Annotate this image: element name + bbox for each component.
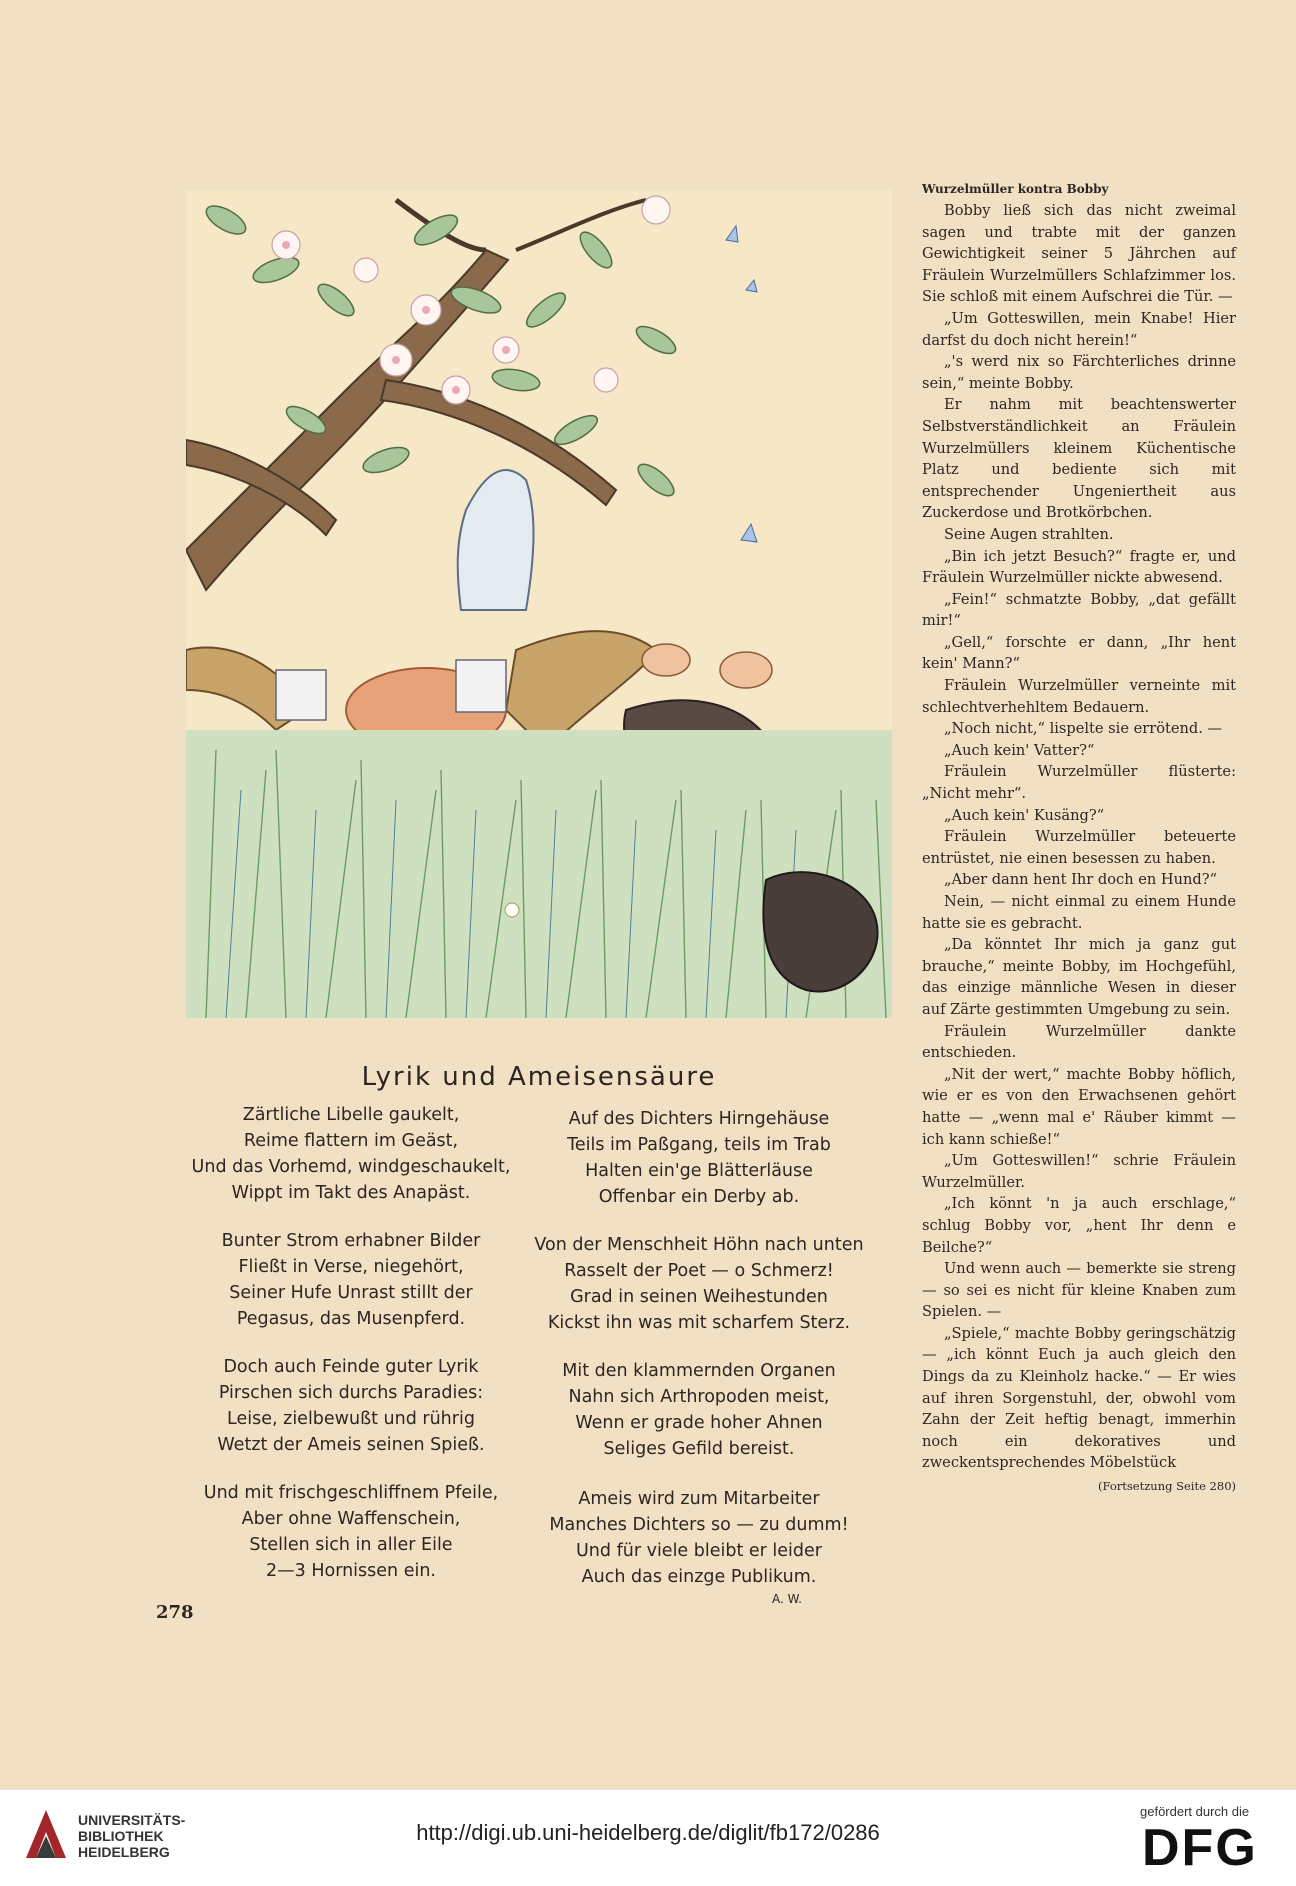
- poem-stanza: [534, 1106, 864, 1210]
- author-initials: A. W.: [772, 1592, 802, 1606]
- story-paragraph: „'s werd nix so Färchterliches drinne sein,“ meinte Bobby.: [922, 353, 1236, 392]
- story-paragraph: „Da könntet Ihr mich ja ganz gut brauche,“ meinte Bobby, im Hochgefühl, das einzige männliche Wesen in dieser auf Zärte gestimmten Umgebung zu sein.: [922, 936, 1236, 1018]
- poem-stanza: [534, 1358, 864, 1462]
- poem-stanza: [186, 1228, 516, 1332]
- poem-line: Wetzt der Ameis seinen Spieß.: [217, 1435, 485, 1455]
- story-paragraph: Fräulein Wurzelmüller verneinte mit schlechtverhehltem Bedauern.: [922, 677, 1236, 716]
- poem-line: Teils im Paßgang, teils im Trab: [567, 1135, 831, 1155]
- permalink[interactable]: http://digi.ub.uni-heidelberg.de/diglit/fb172/0286: [416, 1820, 880, 1845]
- continuation-note: (Fortsetzung Seite 280): [1098, 1479, 1236, 1494]
- story-paragraph: „Gell,“ forschte er dann, „Ihr hent kein' Mann?“: [922, 633, 1236, 673]
- poem-line: Und für viele bleibt er leider: [576, 1541, 822, 1561]
- dfg-logo: DFG: [1142, 1819, 1258, 1877]
- story-paragraph: „Ich könnt 'n ja auch erschlage,“ schlug Bobby vor, „hent Ihr denn e Beilche?“: [922, 1195, 1236, 1256]
- story-paragraph: „Fein!“ schmatzte Bobby, „dat gefällt mir!“: [922, 590, 1236, 630]
- story-paragraph: Er nahm mit beachtenswerter Selbstverständlichkeit an Fräulein Wurzelmüllers kleinem Küchentische Platz und bediente sich mit entsprechender Ungeniertheit aus Zuckerdose und Brotkörbchen.: [922, 396, 1236, 522]
- footer-bar: [0, 1790, 1296, 1886]
- poem-line: Bunter Strom erhabner Bilder: [221, 1231, 481, 1251]
- poem-line: Ameis wird zum Mitarbeiter: [578, 1489, 820, 1509]
- poem-line: Wippt im Takt des Anapäst.: [231, 1183, 471, 1203]
- poem-line: Kickst ihn was mit scharfem Sterz.: [547, 1313, 851, 1333]
- page-number: 278: [156, 1602, 194, 1623]
- poem-line: Pegasus, das Musenpferd.: [236, 1309, 466, 1329]
- poem-line: Seliges Gefild bereist.: [603, 1439, 795, 1459]
- story-paragraph: Bobby ließ sich das nicht zweimal sagen und trabte mit der ganzen Gewichtigkeit seiner 5 Jährchen auf Fräulein Wurzelmüllers Schlafzimmer los. Sie schloß mit einem Aufschrei die Tür. —: [922, 202, 1236, 306]
- story-paragraph: „Nit der wert,“ machte Bobby höflich, wie er es von den Erwachsenen gehört hatte — „wenn mal e' Räuber kimmt — ich kann schieße!“: [922, 1065, 1236, 1148]
- institution-line: BIBLIOTHEK: [78, 1828, 164, 1844]
- illustration-drawing: [186, 190, 892, 1018]
- story-paragraph: Fräulein Wurzelmüller beteuerte entrüstet, nie einen besessen zu haben.: [922, 828, 1236, 867]
- story-paragraph: „Aber dann hent Ihr doch en Hund?“: [944, 871, 1218, 889]
- poem-line: 2—3 Hornissen ein.: [266, 1561, 436, 1581]
- story-paragraph: „Um Gotteswillen!“ schrie Fräulein Wurzelmüller.: [922, 1152, 1236, 1191]
- funding-label: gefördert durch die: [1140, 1804, 1250, 1819]
- poem-line: Und das Vorhemd, windgeschaukelt,: [191, 1157, 511, 1177]
- story-paragraph: „Auch kein' Vatter?“: [944, 741, 1095, 759]
- poem-line: Doch auch Feinde guter Lyrik: [223, 1357, 479, 1377]
- story-paragraph: „Spiele,“ machte Bobby geringschätzig — „ich könnt Euch ja auch gleich den Dings da zu Kleinholz hacke.“ — Er wies auf ihren Sorgenstuhl, der, obwohl vom Zahn der Zeit heftig benagt, immerhin noch ein dekoratives und zweckentsprechendes Möbelstück: [922, 1324, 1236, 1472]
- poem-line: Rasselt der Poet — o Schmerz!: [564, 1261, 834, 1281]
- poem-title: Lyrik und Ameisensäure: [361, 1062, 717, 1092]
- poem-line: Manches Dichters so — zu dumm!: [549, 1515, 849, 1535]
- story-paragraph: Fräulein Wurzelmüller flüsterte: „Nicht mehr“.: [922, 763, 1236, 803]
- story-paragraph: Seine Augen strahlten.: [944, 525, 1114, 543]
- poem-line: Offenbar ein Derby ab.: [598, 1187, 800, 1207]
- poem-line: Halten ein'ge Blätterläuse: [585, 1161, 813, 1181]
- poem-stanza: [534, 1232, 864, 1336]
- poem-line: Wenn er grade hoher Ahnen: [575, 1413, 823, 1433]
- poem-stanza: [186, 1480, 516, 1584]
- poem-line: Auch das einzge Publikum.: [581, 1567, 817, 1587]
- institution-line: HEIDELBERG: [78, 1844, 170, 1860]
- story-paragraph: Und wenn auch — bemerkte sie streng — so sei es nicht für kleine Knaben zum Spielen. —: [922, 1260, 1236, 1321]
- poem-line: Mit den klammernden Organen: [562, 1361, 836, 1381]
- illustration: [186, 190, 892, 1018]
- poem-line: Aber ohne Waffenschein,: [241, 1509, 461, 1529]
- poem-line: Auf des Dichters Hirngehäuse: [568, 1109, 830, 1129]
- poem-line: Zärtliche Libelle gaukelt,: [242, 1105, 460, 1125]
- poem-stanza: [186, 1354, 516, 1458]
- poem-line: Stellen sich in aller Eile: [249, 1535, 453, 1555]
- poem-stanza: [534, 1486, 864, 1590]
- story-heading: Wurzelmüller kontra Bobby: [922, 182, 1109, 196]
- story-paragraph: „Auch kein' Kusäng?“: [944, 806, 1105, 824]
- poem-line: Von der Menschheit Höhn nach unten: [534, 1235, 864, 1255]
- poem-line: Fließt in Verse, niegehört,: [238, 1257, 464, 1277]
- story-paragraph: „Noch nicht,“ lispelte sie errötend. —: [944, 720, 1223, 738]
- poem-stanza: [186, 1102, 516, 1206]
- poem-line: Reime flattern im Geäst,: [243, 1131, 459, 1151]
- story-paragraph: Fräulein Wurzelmüller dankte entschieden.: [922, 1022, 1236, 1062]
- story-paragraph: „Um Gotteswillen, mein Knabe! Hier darfst du doch nicht herein!“: [922, 309, 1236, 349]
- poem-line: Seiner Hufe Unrast stillt der: [229, 1283, 473, 1303]
- poem-line: Und mit frischgeschliffnem Pfeile,: [203, 1483, 499, 1503]
- institution-line: UNIVERSITÄTS-: [78, 1812, 186, 1828]
- poem-line: Nahn sich Arthropoden meist,: [568, 1387, 830, 1407]
- story-paragraph: Nein, — nicht einmal zu einem Hunde hatte sie es gebracht.: [922, 893, 1236, 932]
- poem-line: Grad in seinen Weihestunden: [570, 1287, 828, 1307]
- poem-line: Pirschen sich durchs Paradies:: [218, 1383, 484, 1403]
- story-paragraph: „Bin ich jetzt Besuch?“ fragte er, und Fräulein Wurzelmüller nickte abwesend.: [922, 547, 1236, 587]
- story-column: [922, 180, 1236, 1498]
- poem-line: Leise, zielbewußt und rührig: [227, 1409, 475, 1429]
